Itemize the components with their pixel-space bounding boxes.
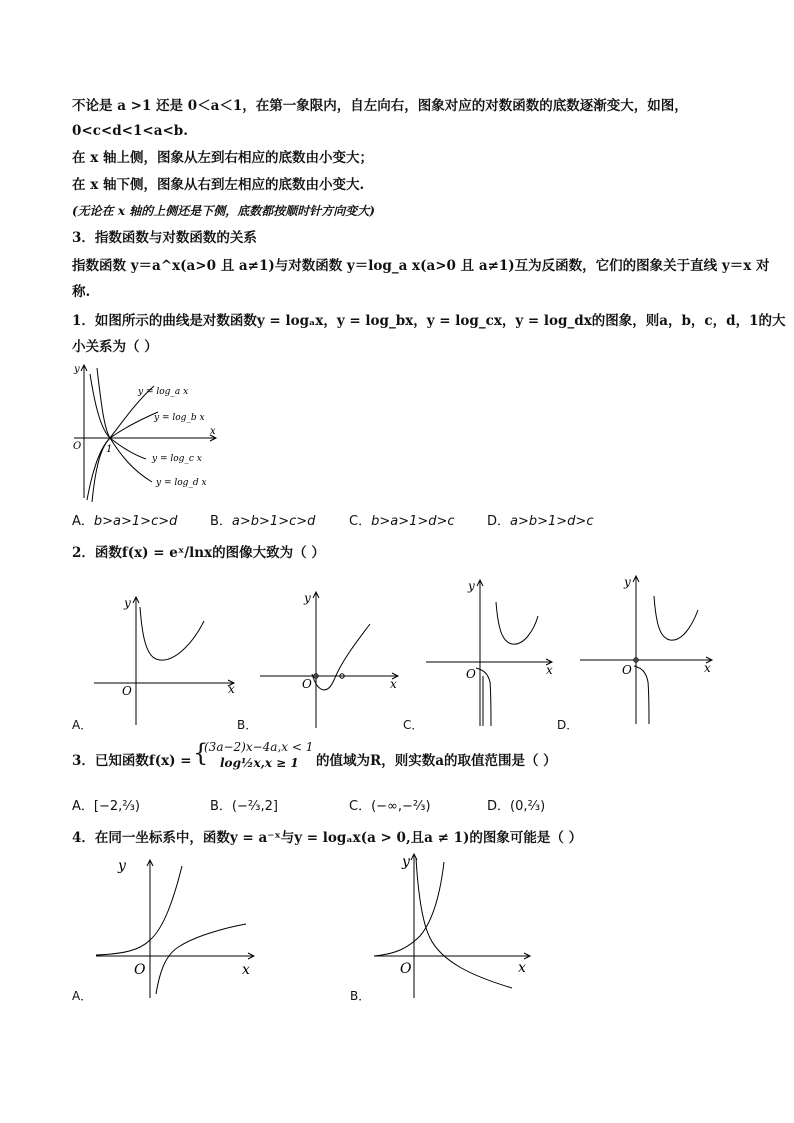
q4b-x-label: x bbox=[518, 960, 526, 976]
q3-option-b-key: B． bbox=[210, 799, 232, 814]
section-3-title: 3．指数函数与对数函数的关系 bbox=[72, 230, 257, 246]
q2c-x-label: x bbox=[546, 663, 553, 677]
q1-x-label: x bbox=[210, 426, 216, 437]
q1-option-c-text: b>a>1>d>c bbox=[371, 514, 455, 529]
q2d-y-label: y bbox=[624, 575, 631, 589]
q3-option-b[interactable] bbox=[210, 795, 278, 814]
note-line-3: 在 x 轴上侧，图象从左到右相应的底数由小变大； bbox=[72, 150, 373, 166]
q1-option-d[interactable] bbox=[487, 510, 593, 529]
q1-option-b-key: B． bbox=[210, 514, 232, 529]
q3-stem-post: 的值域为R，则实数a的取值范围是（ ） bbox=[316, 753, 557, 769]
q2-graph-c bbox=[424, 578, 564, 728]
q4a-x-label: x bbox=[242, 962, 250, 978]
q1-option-b[interactable] bbox=[210, 510, 315, 529]
q3-option-c-key: C． bbox=[349, 799, 372, 814]
q3-option-b-text: (−⅔,2] bbox=[231, 799, 278, 814]
note-line-2: 0<c<d<1<a<b. bbox=[72, 123, 188, 139]
q1-option-c[interactable] bbox=[349, 510, 455, 529]
q2-option-d[interactable]: D． bbox=[557, 718, 579, 732]
q3-option-a-key: A． bbox=[72, 799, 94, 814]
q1-one-label: 1 bbox=[106, 444, 113, 455]
q2b-origin-label: O bbox=[302, 677, 312, 691]
q2b-y-label: y bbox=[304, 591, 311, 605]
q3-option-d-key: D． bbox=[487, 799, 511, 814]
q1-curve-d bbox=[97, 368, 152, 482]
q2-graph-b bbox=[258, 590, 408, 730]
q1-option-a-key: A． bbox=[72, 514, 94, 529]
q2-option-a[interactable]: A． bbox=[72, 718, 93, 732]
q2a-y-label: y bbox=[124, 596, 131, 610]
q4-stem: 4．在同一坐标系中，函数y = a⁻ˣ与y = logₐx(a > 0,且a ≠ 1)的图象可能是（ ） bbox=[72, 830, 583, 846]
q1-stem-line-2: 小关系为（ ） bbox=[72, 339, 158, 355]
q1-label-c: y = log_c x bbox=[152, 454, 202, 464]
q1-stem-line-1: 1．如图所示的曲线是对数函数y = logₐx，y = log_bx，y = log_cx，y = log_dx的图象，则a，b，c，d，1的大 bbox=[72, 313, 786, 329]
q1-label-a: y = log_a x bbox=[138, 387, 189, 397]
note-line-1: 不论是 a >1 还是 0＜a＜1，在第一象限内，自左向右，图象对应的对数函数的底数逐渐变大，如图， bbox=[72, 98, 688, 114]
q4-option-a[interactable]: A． bbox=[72, 989, 93, 1003]
q2d-x-label: x bbox=[704, 661, 711, 675]
q4-option-b[interactable]: B． bbox=[350, 989, 371, 1003]
q2-graph-d bbox=[578, 574, 718, 724]
q1-log-graph bbox=[72, 362, 222, 502]
q4b-y-label: y bbox=[402, 854, 410, 870]
q3-option-a-text: [−2,⅔) bbox=[93, 799, 140, 814]
q4a-y-label: y bbox=[118, 858, 126, 874]
q3-option-c-text: (−∞,−⅔) bbox=[371, 799, 431, 814]
q2-option-b[interactable]: B． bbox=[237, 718, 258, 732]
q2-option-c[interactable]: C． bbox=[403, 718, 424, 732]
q2a-x-label: x bbox=[228, 682, 235, 696]
q2b-x-label: x bbox=[390, 677, 397, 691]
q4a-origin-label: O bbox=[134, 962, 146, 978]
q2c-y-label: y bbox=[468, 579, 475, 593]
note-line-5: (无论在 x 轴的上侧还是下侧，底数都按顺时针方向变大) bbox=[72, 204, 375, 218]
q1-option-b-text: a>b>1>c>d bbox=[231, 514, 316, 529]
q3-option-c[interactable] bbox=[349, 795, 431, 814]
q1-option-c-key: C． bbox=[349, 514, 372, 529]
q1-option-a[interactable] bbox=[72, 510, 177, 529]
q4-graph-a bbox=[94, 858, 264, 998]
q1-option-a-text: b>a>1>c>d bbox=[93, 514, 178, 529]
q1-label-d: y = log_d x bbox=[156, 478, 207, 488]
q2c-origin-label: O bbox=[466, 667, 476, 681]
q3-option-a[interactable] bbox=[72, 795, 140, 814]
q1-y-label: y bbox=[74, 364, 80, 375]
q3-case-1: (3a−2)x−4a,x < 1 bbox=[204, 740, 314, 754]
q2-graph-a bbox=[92, 595, 242, 725]
section-3-body-2: 称. bbox=[72, 284, 91, 300]
q1-option-d-text: a>b>1>d>c bbox=[510, 514, 594, 529]
section-3-body-1: 指数函数 y＝a^x(a>0 且 a≠1)与对数函数 y＝log_a x(a>0 且 a≠1)互为反函数，它们的图象关于直线 y＝x 对 bbox=[72, 258, 770, 274]
q2-stem: 2．函数f(x) = eˣ/lnx的图像大致为（ ） bbox=[72, 545, 325, 561]
q3-stem-pre: 3．已知函数f(x) = bbox=[72, 753, 192, 769]
q2d-origin-label: O bbox=[622, 663, 632, 677]
q1-origin-label: O bbox=[73, 441, 82, 452]
q1-option-d-key: D． bbox=[487, 514, 511, 529]
q4-graph-b bbox=[372, 852, 542, 998]
q3-brace: { bbox=[193, 739, 209, 767]
note-line-4: 在 x 轴下侧，图象从右到左相应的底数由小变大. bbox=[72, 177, 365, 193]
q3-case-2: log½x,x ≥ 1 bbox=[220, 756, 299, 770]
q2a-origin-label: O bbox=[122, 684, 132, 698]
q4b-origin-label: O bbox=[400, 961, 412, 977]
q3-option-d-text: (0,⅔) bbox=[510, 799, 546, 814]
q1-label-b: y = log_b x bbox=[154, 413, 205, 423]
q3-option-d[interactable] bbox=[487, 795, 545, 814]
